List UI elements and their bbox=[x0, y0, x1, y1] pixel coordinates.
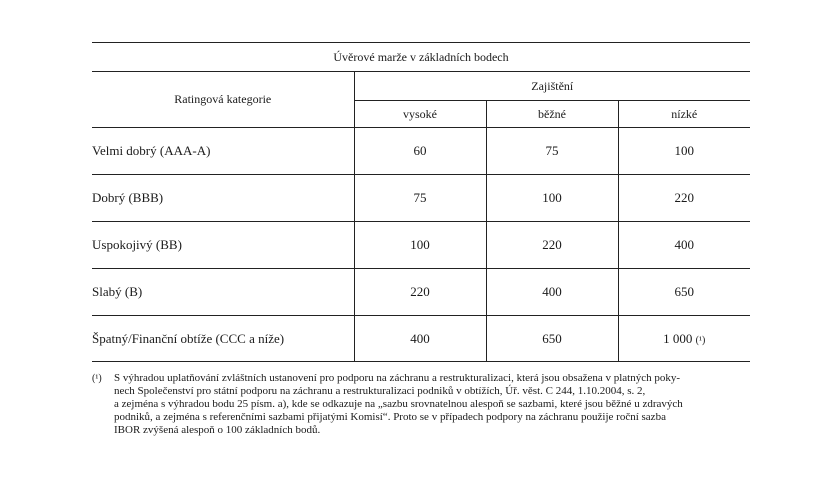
table-row bbox=[92, 316, 750, 362]
margin-cell: 220 bbox=[354, 269, 486, 316]
rating-label: Špatný/Finanční obtíže (CCC a níže) bbox=[92, 316, 354, 362]
rating-label: Uspokojivý (BB) bbox=[92, 222, 354, 269]
margin-cell: 650 bbox=[618, 269, 750, 316]
rating-label: Slabý (B) bbox=[92, 269, 354, 316]
margin-cell: 400 bbox=[486, 269, 618, 316]
rating-label: Dobrý (BBB) bbox=[92, 175, 354, 222]
margin-cell: 100 bbox=[486, 175, 618, 222]
margin-cell: 400 bbox=[618, 222, 750, 269]
margin-cell: 220 bbox=[486, 222, 618, 269]
collateral-normal-header: běžné bbox=[486, 101, 618, 128]
table-row bbox=[92, 175, 750, 222]
margin-cell: 220 bbox=[618, 175, 750, 222]
table-title-row bbox=[92, 43, 750, 72]
footnote bbox=[92, 372, 750, 437]
table-title: Úvěrové marže v základních bodech bbox=[92, 43, 750, 72]
margin-cell: 650 bbox=[486, 316, 618, 362]
table-row bbox=[92, 222, 750, 269]
margin-cell: 75 bbox=[486, 128, 618, 175]
margin-cell bbox=[618, 316, 750, 362]
margin-cell: 400 bbox=[354, 316, 486, 362]
margin-value: 1 000 bbox=[663, 330, 693, 346]
rating-category-header: Ratingová kategorie bbox=[92, 72, 354, 128]
footnote-line: S výhradou uplatňování zvláštních ustanovení pro podporu na záchranu a restrukturalizaci, která jsou obsažena v platných poky- bbox=[114, 372, 681, 384]
collateral-header: Zajištění bbox=[531, 78, 574, 93]
footnote-line: podniků, a zejména s referenčními sazbami přijatými Komisí“. Proto se v případech podpory na záchranu použije roční sazba bbox=[114, 411, 666, 423]
footnote-text bbox=[114, 372, 750, 437]
margin-cell: 100 bbox=[354, 222, 486, 269]
footnote-line: IBOR zvýšená alespoň o 100 základních bodů. bbox=[114, 424, 321, 436]
footnote-line: a zejména s výhradou bodu 25 písm. a), kde se odkazuje na „sazbu srovnatelnou alespoň se sazbami, které jsou běžné u zdravých bbox=[114, 398, 683, 410]
margin-cell: 75 bbox=[354, 175, 486, 222]
margin-cell: 60 bbox=[354, 128, 486, 175]
footnote-reference-link[interactable]: (¹) bbox=[695, 334, 706, 346]
margin-cell: 100 bbox=[618, 128, 750, 175]
rating-label: Velmi dobrý (AAA-A) bbox=[92, 128, 354, 175]
table-row bbox=[92, 269, 750, 316]
document-page bbox=[92, 42, 750, 437]
header-row-collateral bbox=[92, 72, 750, 101]
collateral-low-header: nízké bbox=[618, 101, 750, 128]
table-row bbox=[92, 128, 750, 175]
credit-margins-table bbox=[92, 42, 750, 362]
footnote-line: nech Společenství pro státní podporu na záchranu a restrukturalizaci podniků v obtížích, Úř. věst. C 244, 1.10.2004, s. 2, bbox=[114, 385, 646, 397]
collateral-high-header: vysoké bbox=[354, 101, 486, 128]
footnote-marker: (¹) bbox=[92, 373, 102, 384]
